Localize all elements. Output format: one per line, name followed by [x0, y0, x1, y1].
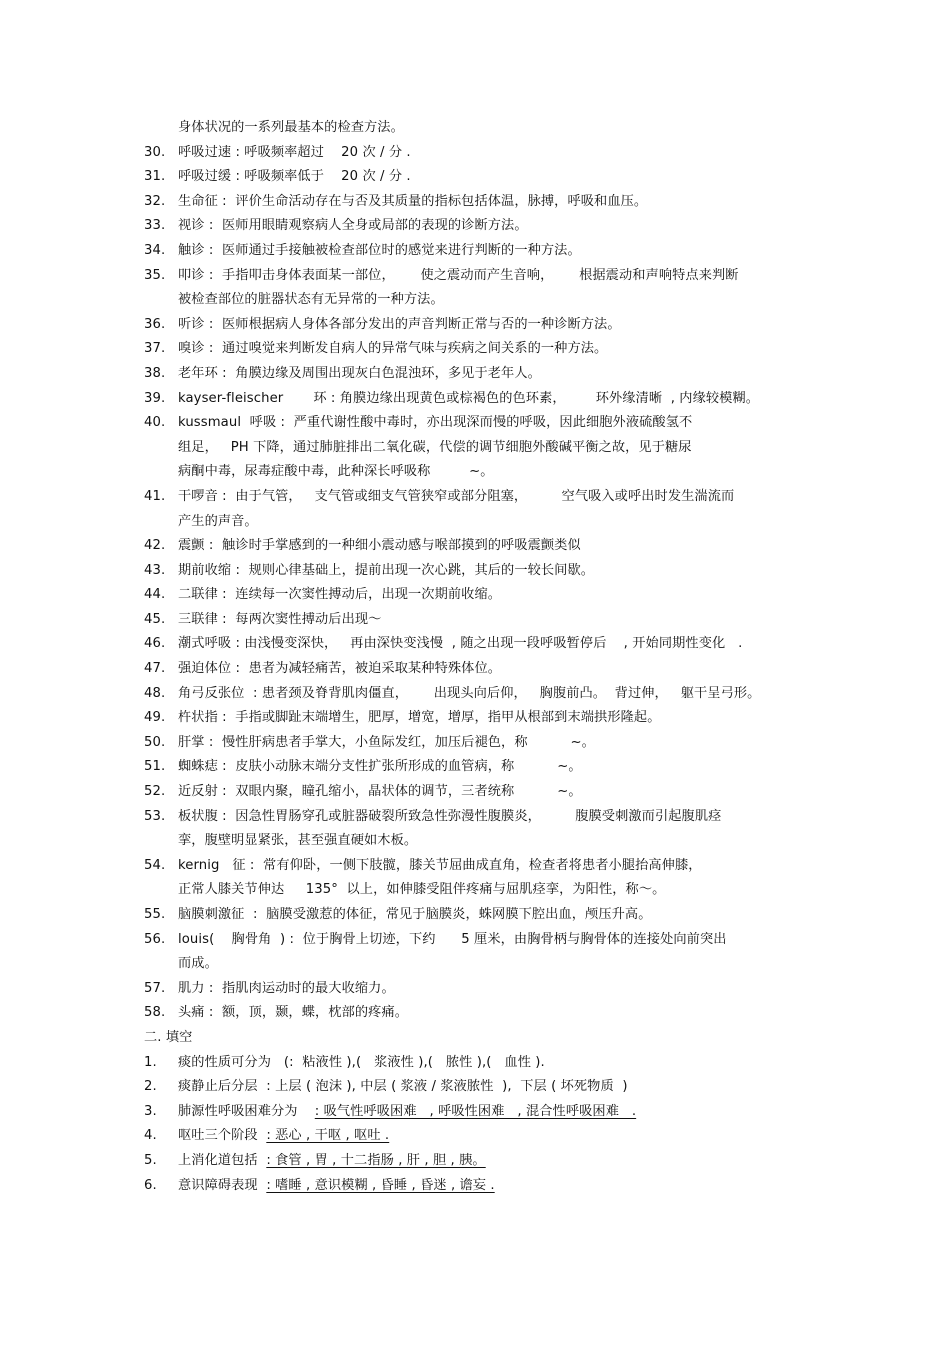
list-item: [0, 632, 950, 657]
question-label: 上消化道包括: [178, 1152, 267, 1168]
item-number: 31.: [144, 169, 166, 185]
list-item: [0, 141, 950, 166]
item-text: 干啰音 : 由于气管， 支气管或细支气管狭窄或部分阻塞， 空气吸入或呼出时发生湍流而: [178, 488, 735, 504]
item-text: 角弓反张位 : 患者颈及脊背肌肉僵直， 出现头向后仰， 胸腹前凸。 背过伸， 躯干呈弓形。: [178, 685, 761, 701]
list-item: [0, 1075, 950, 1100]
item-number: 46.: [144, 636, 166, 652]
list-item: [0, 337, 950, 362]
item-text: 嗅诊 : 通过嗅觉来判断发自病人的异常气味与疾病之间关系的一种方法。: [178, 341, 608, 357]
item-text: 老年环 : 角膜边缘及周围出现灰白色混浊环，多见于老年人。: [178, 365, 541, 381]
item-text: 组足， PH 下降，通过肺脏排出二氧化碳，代偿的调节细胞外酸碱平衡之故，见于糖尿: [178, 439, 692, 455]
item-number: 36.: [144, 316, 166, 332]
list-item-continuation: [0, 510, 950, 535]
list-item: [0, 755, 950, 780]
list-item: [0, 1051, 950, 1076]
item-text: 叩诊 : 手指叩击身体表面某一部位， 使之震动而产生音响， 根据震动和声响特点来判断: [178, 267, 739, 283]
list-item-continuation: [0, 952, 950, 977]
item-text: 三联律 : 每两次窦性搏动后出现～: [178, 611, 382, 627]
question-label: 呕吐三个阶段: [178, 1128, 267, 1144]
item-text: louis( 胸骨角 ) : 位于胸骨上切迹，下约 5 厘米，由胸骨柄与胸骨体的连接处向前突出: [178, 931, 727, 947]
answer-underlined: : 恶心 , 干呕 , 呕吐 .: [266, 1128, 390, 1144]
item-text: [178, 1174, 495, 1199]
list-item: [0, 854, 950, 879]
item-text: 病酮中毒，尿毒症酸中毒，此种深长呼吸称 ~。: [178, 464, 494, 480]
item-text: 二联律 : 连续每一次窦性搏动后，出现一次期前收缩。: [178, 587, 502, 603]
item-number: 58.: [144, 1005, 166, 1021]
item-text: 蜘蛛痣 : 皮肤小动脉末端分支性扩张所形成的血管病，称 ~。: [178, 759, 582, 775]
item-text: 期前收缩 : 规则心律基础上，提前出现一次心跳，其后的一较长间歇。: [178, 562, 595, 578]
item-number: 37.: [144, 341, 166, 357]
list-item: [0, 165, 950, 190]
item-text: 挛，腹壁明显紧张，甚至强直硬如木板。: [178, 833, 418, 849]
item-text: [178, 1124, 389, 1149]
list-item: [0, 534, 950, 559]
list-item: [0, 485, 950, 510]
item-number: 41.: [144, 488, 166, 504]
document-body: [0, 116, 950, 1198]
item-text: 痰静止后分层 : 上层 ( 泡沫 ), 中层 ( 浆液 / 浆液脓性 ), 下层 ( 坏死物质 ): [178, 1079, 628, 1095]
item-text: 近反射 : 双眼内聚，瞳孔缩小，晶状体的调节，三者统称 ~。: [178, 784, 582, 800]
list-item: [0, 780, 950, 805]
item-number: 30.: [144, 144, 166, 160]
list-item: [0, 682, 950, 707]
item-text: 触诊 : 医师通过手接触被检查部位时的感觉来进行判断的一种方法。: [178, 242, 581, 258]
list-item: [0, 805, 950, 830]
item-text: 脑膜刺激征 : 脑膜受激惹的体征，常见于脑膜炎，蛛网膜下腔出血，颅压升高。: [178, 907, 652, 922]
item-number: 1.: [144, 1054, 157, 1070]
item-text: 潮式呼吸 : 由浅慢变深快， 再由深快变浅慢 , 随之出现一段呼吸暂停后 , 开始同期性变化 .: [178, 636, 743, 652]
item-text: kayser-fleischer 环 : 角膜边缘出现黄色或棕褐色的色环素， 环外缘清晰 , 内缘较模糊。: [178, 390, 760, 406]
item-number: 53.: [144, 808, 166, 824]
item-number: 4.: [144, 1128, 157, 1144]
list-item: [0, 264, 950, 289]
item-number: 6.: [144, 1177, 157, 1193]
fill-blank-item: [0, 1149, 950, 1174]
item-number: 52.: [144, 784, 166, 800]
item-number: 54.: [144, 857, 166, 873]
item-number: 38.: [144, 365, 166, 381]
list-item: [0, 657, 950, 682]
item-text: 产生的声音。: [178, 513, 258, 529]
list-item-continuation: [0, 460, 950, 485]
item-number: 57.: [144, 980, 166, 996]
item-text: 肝掌 : 慢性肝病患者手掌大，小鱼际发红，加压后褪色，称 ~。: [178, 734, 595, 750]
item-text: 板状腹 : 因急性胃肠穿孔或脏器破裂所致急性弥漫性腹膜炎， 腹膜受刺激而引起腹肌痉: [178, 808, 722, 824]
list-item-continuation: [0, 829, 950, 854]
list-item: [0, 608, 950, 633]
list-item: [0, 559, 950, 584]
list-item: [0, 387, 950, 412]
fill-blank-item: [0, 1174, 950, 1199]
list-item-continuation: [0, 288, 950, 313]
item-text: 身体状况的一系列最基本的检查方法。: [178, 120, 404, 135]
list-item: [0, 583, 950, 608]
fill-blank-item: [0, 1124, 950, 1149]
item-text: 视诊 : 医师用眼睛观察病人全身或局部的表现的诊断方法。: [178, 218, 528, 234]
list-item: [0, 1001, 950, 1026]
list-item: [0, 977, 950, 1002]
item-text: 痰的性质可分为 (: 粘液性 ),( 浆液性 ),( 脓性 ),( 血性 ).: [178, 1054, 545, 1070]
item-text: 呼吸过速 : 呼吸频率超过 20 次 / 分 .: [178, 144, 411, 160]
item-text: [178, 1149, 486, 1174]
section-title: 二. 填空: [144, 1029, 193, 1045]
list-item-continuation: [0, 436, 950, 461]
item-text: 听诊 : 医师根据病人身体各部分发出的声音判断正常与否的一种诊断方法。: [178, 316, 621, 332]
item-text: 强迫体位 : 患者为减轻痛苦，被迫采取某种特殊体位。: [178, 661, 502, 677]
fill-blank-item: [0, 1100, 950, 1125]
answer-underlined: : 吸气性呼吸困难 , 呼吸性困难 , 混合性呼吸困难 .: [314, 1103, 637, 1119]
list-item: [0, 362, 950, 387]
item-text: 正常人膝关节伸达 135° 以上，如伸膝受阻伴疼痛与屈肌痉挛，为阳性，称～。: [178, 882, 666, 898]
list-item: [0, 731, 950, 756]
item-number: 50.: [144, 734, 166, 750]
answer-underlined: : 嗜睡 , 意识模糊 , 昏睡 , 昏迷 , 谵妄 .: [266, 1177, 495, 1193]
item-number: 3.: [144, 1103, 157, 1119]
item-text: 杵状指 : 手指或脚趾末端增生，肥厚，增宽，增厚，指甲从根部到末端拱形隆起。: [178, 710, 661, 726]
item-number: 39.: [144, 390, 166, 406]
item-number: 34.: [144, 242, 166, 258]
item-text: kernig 征 : 常有仰卧，一侧下肢髋，膝关节屈曲成直角，检查者将患者小腿抬高伸膝，: [178, 857, 702, 873]
item-number: 43.: [144, 562, 166, 578]
list-item-continuation: [0, 116, 950, 141]
item-number: 35.: [144, 267, 166, 283]
item-text: kussmaul 呼吸 : 严重代谢性酸中毒时，亦出现深而慢的呼吸，因此细胞外液硫酸氢不: [178, 415, 693, 431]
question-label: 意识障碍表现: [178, 1177, 267, 1193]
item-number: 40.: [144, 415, 166, 431]
list-item: [0, 239, 950, 264]
list-item-continuation: [0, 878, 950, 903]
answer-underlined: : 食管 , 胃 , 十二指肠 , 肝 , 胆 , 胰。: [266, 1152, 486, 1168]
list-item: [0, 190, 950, 215]
item-number: 5.: [144, 1152, 157, 1168]
list-item: [0, 706, 950, 731]
list-item: [0, 903, 950, 928]
item-text: 头痛 : 额，顶，颞，蝶，枕部的疼痛。: [178, 1005, 409, 1021]
item-text: [178, 1100, 636, 1125]
item-number: 47.: [144, 661, 166, 677]
item-number: 33.: [144, 218, 166, 234]
item-number: 56.: [144, 931, 166, 947]
list-item: [0, 928, 950, 953]
item-text: 而成。: [178, 956, 218, 972]
question-label: 肺源性呼吸困难分为: [178, 1103, 315, 1119]
item-text: 生命征 : 评价生命活动存在与否及其质量的指标包括体温，脉搏，呼吸和血压。: [178, 193, 648, 209]
item-number: 55.: [144, 907, 166, 922]
item-number: 51.: [144, 759, 166, 775]
item-number: 49.: [144, 710, 166, 726]
item-text: 呼吸过缓 : 呼吸频率低于 20 次 / 分 .: [178, 169, 411, 185]
item-number: 32.: [144, 193, 166, 209]
item-number: 42.: [144, 538, 166, 554]
item-text: 震颤 : 触诊时手掌感到的一种细小震动感与喉部摸到的呼吸震颤类似: [178, 538, 581, 554]
item-text: 被检查部位的脏器状态有无异常的一种方法。: [178, 292, 444, 308]
list-item: [0, 214, 950, 239]
item-number: 45.: [144, 611, 166, 627]
item-text: 肌力 : 指肌肉运动时的最大收缩力。: [178, 980, 395, 996]
list-item: [0, 313, 950, 338]
section-heading: [0, 1026, 950, 1051]
item-number: 2.: [144, 1079, 157, 1095]
item-number: 44.: [144, 587, 166, 603]
item-number: 48.: [144, 685, 166, 701]
list-item: [0, 411, 950, 436]
